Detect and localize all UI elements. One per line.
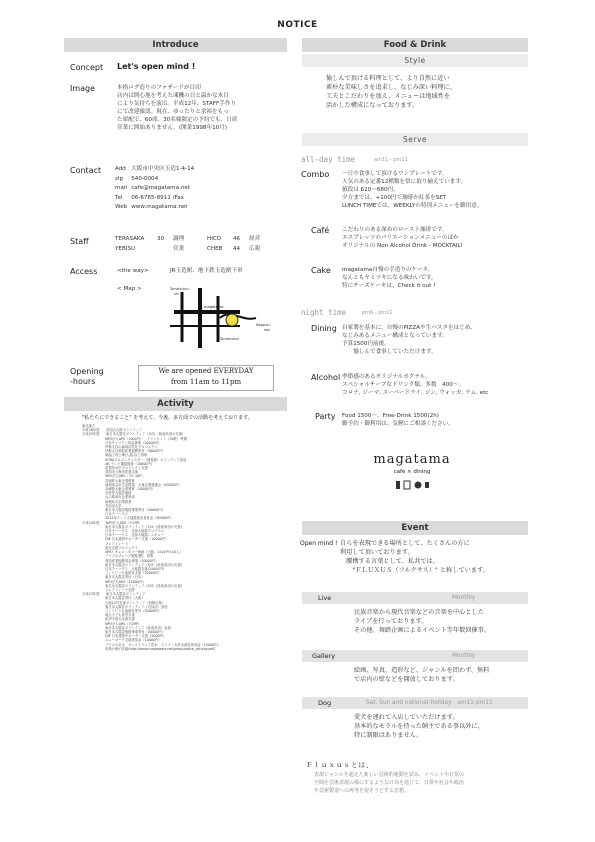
event-bar-dog bbox=[302, 697, 528, 709]
event-frequency: Monthly bbox=[452, 653, 476, 659]
event-text-dog: 愛犬を連れて入店していただけます。 基本的なモラルを持った飼主である事以外に、 特に制限はありません。 bbox=[354, 714, 484, 739]
staff-row: TERASAKA 30 調理 HICO 46 経営 bbox=[115, 236, 261, 242]
access-map bbox=[160, 282, 290, 358]
access-way: <the way> bbox=[117, 268, 149, 274]
contact-key: zip bbox=[115, 175, 124, 182]
contact-row bbox=[115, 194, 198, 204]
serve-subheader: Serve bbox=[302, 133, 528, 146]
map-sketch bbox=[160, 282, 290, 358]
contact-row bbox=[115, 165, 198, 175]
allday-hours: am11 - pm11 bbox=[374, 157, 408, 163]
contact-key: mail bbox=[115, 185, 127, 191]
event-label: Gallery bbox=[312, 652, 336, 660]
map-label-bottom: Tamatsukuri bbox=[220, 337, 240, 341]
activity-list: 東北地方 平成26年度 苗加山大図ボランティア 平成25年度 東日本大震災ボランティア（5/3）（陸前高田の支援） NPO法人APS（1000円）、ブランケット（30枚）寄贈 日本チャリティ募金事業（10000円） 伊都大社の森林活性化プロジェクト 伊都大社高原産業振興寄付（30000円） 新潟工房公庫(人猿山)上募取 SORAプロジェクトスター（国島県）ボランティア参加 AR テレビ番組後援（10000円） 産業防水伝プロジェクト支援 高知市公海洋産業支援 NPO法人ARC（7/1 10P） 宮城県大東企業教育 南相馬会計生活提業 大東企業後援会（50000円） 兵庫教大東企業教育（10000円） 石巻等大震災後援 山口県前市企業育成 南相馬市企業教育 気仙沼大学 東日本大震災後援事業寄付（50000円） 日本テーハウス 2012年インド大地震被災者募金（50000円） 平成24年度 NPO法人ARS（7/29P） 東日本大震災ボランティア（5/3）(陸前高田の支援) 日本テーハウス 北部大地震プログラム 日本テーハウス 北部大地震レスキュー DIE 日本連帯サポーター支援（10000円） フェアトレード 東北支援プロジェクト APAドキュメンタリー映画（大阪：1520円×10人） アーラルフェーブ展覧(開) 募集 高知産業振興募金事業（10000円） 東日本大震災ボランティア（5/3）(陸前高田の支援) 日本テーハウス 大地震支援(15000円) フィリピン台風被災支援（30000円） 東日本大震災寄付（日本） NPO法人ARS（15000円） 東日本大震災ボランティア（5/3）(陸前高田の支援) フェアトレード支援 平成23年度 東日本大震災ボランティア 東日本大震災寄付（大阪） 台風12号災害ボランティア（和歌山県） 東日本大震災ボランティア（気仙沼）参加 フィリピン台風被災寄付（30000円） 地元子ども食堂支援 紀伊半島大水害支援 NPO法人ARS（7/29P） 東日本大震災ボランティア（陸前高田）参加 東日本大震災後援事業寄付（50000円） DIE 日本連帯サポーター支援（5000円） ニューヨーク支援者募金（10000円） ブラジル洪水 オーストラリア洪水 スリランカ洪水被災者募金（15000円） 出典の冊子詳細(http://www.magatama.net/press/notice_activity.pdf) bbox=[82, 424, 221, 651]
menu-item-label: Combo bbox=[301, 170, 330, 179]
event-text-live: 民族音楽から現代音楽などの音楽を中心とした ライブを行っております。 その他、舞踏企画によるイベント等年数回催事。 bbox=[354, 609, 491, 634]
contact-row bbox=[115, 184, 198, 194]
image-label: Image bbox=[70, 84, 96, 93]
style-subheader: Style bbox=[302, 54, 528, 67]
fluxus-title: Ｆｌｕｘｕｓとは、 bbox=[306, 761, 374, 769]
contact-key: Add bbox=[115, 166, 126, 172]
menu-item-text: 一日中食事して頂けるワンプレートです。 人気のある定番12種類を常に取り揃えています。 値段は 620～680円。 夕方までは、+100円で珈琲か紅茶をSET LUNCH TIMEでは、WEEKLYの特別メニューを御用意。 bbox=[342, 171, 483, 209]
event-label: Live bbox=[318, 594, 332, 602]
access-label: Access bbox=[70, 267, 98, 276]
event-frequency: Sat. Sun and national-holiday am11-pm11 bbox=[366, 700, 493, 706]
activity-header: Activity bbox=[64, 397, 287, 411]
fluxus-text: 表現ジャンルを超えた新しい芸術的運動を試み、イベントや日常の 空間を芸術表現の場にするようなけ為を通じて、日常や社会や政治 や芸術製造への再考を促そうとする思想。 bbox=[314, 772, 465, 794]
menu-item-text: 自家製を基本に、自慢のPIZZAや生パスタをはじめ、 なじみあるメニュー構成となっています。 予算1500円前後。 愉しんで食事していただけます。 bbox=[342, 325, 476, 355]
night-title: night time bbox=[301, 308, 347, 317]
menu-item-label: Dining bbox=[311, 324, 337, 333]
contact-table bbox=[115, 165, 198, 213]
map-label: < Map > bbox=[117, 286, 142, 292]
contact-row bbox=[115, 175, 198, 185]
opening-line1: We are opened EVERYDAY bbox=[158, 367, 254, 375]
menu-item-text: magatama自慢の手造りのケーキ。 なんともヤミツキになる味わいです。 特にチーズケーキは、Check it out ! bbox=[342, 267, 437, 289]
contact-value: 06-6765-8911 /Fax bbox=[131, 194, 184, 201]
contact-key: Web bbox=[115, 204, 128, 210]
event-text-gallery: 絵画、写真、造形など、ジャンルを問わず、無料 で店内の壁などを開放しております。 bbox=[354, 667, 490, 683]
menu-item-text: こだわりのある深めのロースト珈琲です。 エスプレッソのバリエーションメニューのほか オリジナルの Non Alcohol Drink - MOCKTAIL! bbox=[342, 227, 463, 249]
map-label-stn: stn bbox=[174, 292, 179, 296]
concept-value: Let's open mind ! bbox=[117, 62, 196, 71]
food-drink-header: Food & Drink bbox=[302, 38, 528, 52]
open-mind-label: Open mind ! bbox=[300, 540, 338, 547]
event-bar-gallery bbox=[302, 650, 528, 662]
contact-value: 大阪市中央区玉造1-4-14 bbox=[131, 166, 195, 172]
image-text: 本格ログ造りのファザードが目印 店内は開心地を考えた凍機の日と温かな木目 により気持ちを演出。平成12年、STAFF手作り にて改建確認。現在、ゆったりと余裕をもっ た席配で、60席、30名様限定の予約でも、日席 営業に開始ありません。(開業1998年10月) bbox=[117, 85, 238, 131]
staff-table bbox=[115, 235, 264, 254]
opening-hours-box bbox=[138, 365, 274, 391]
map-label-magatama: magatama bbox=[204, 305, 224, 309]
logo-subtitle: cafe × dining bbox=[393, 469, 431, 475]
menu-item-label: Cake bbox=[311, 266, 331, 275]
menu-item-text: Food 1500～、Free-Drink 1500(2h) 御予約・御利用は、気軽にご相談ください。 bbox=[342, 413, 454, 427]
map-label-nagahori: Nagahori bbox=[256, 323, 271, 327]
menu-item-label: Café bbox=[311, 226, 330, 235]
event-bar-live bbox=[302, 592, 528, 604]
logo-symbols-icon bbox=[392, 480, 432, 490]
staff-label: Staff bbox=[70, 237, 89, 246]
concept-label: Concept bbox=[70, 63, 104, 72]
menu-item-label: Alcohol bbox=[311, 373, 341, 382]
page-title: NOTICE bbox=[277, 20, 318, 30]
map-marker-icon bbox=[226, 314, 238, 326]
introduce-header: Introduce bbox=[64, 38, 287, 52]
map-label-top: Tamatsukuri bbox=[170, 287, 190, 291]
contact-email[interactable]: cafe@magatama.net bbox=[131, 185, 191, 191]
style-text: 愉しんで頂ける料理として、より自然に近い 素朴な美味しさを追求し、なじみ深い料理に、 工夫とこだわりを加え、メニューは地域性を 活かした構成になっております。 bbox=[326, 75, 456, 109]
allday-title: all-day time bbox=[301, 155, 356, 164]
opening-line2: from 11am to 11pm bbox=[170, 378, 242, 386]
event-label: Dog bbox=[318, 699, 332, 707]
map-label-dori: dori bbox=[264, 328, 271, 332]
night-hours: pm6 - pm11 bbox=[362, 310, 393, 316]
contact-row bbox=[115, 203, 198, 213]
contact-key: Tel bbox=[115, 194, 123, 201]
logo-wordmark: magatama bbox=[373, 452, 451, 467]
activity-intro: "私たちにできること" を考えて、今後、多方面での活動を考えております。 bbox=[82, 415, 253, 421]
open-mind-text: 自らを表現できる場所として、たくさんの方に 利用して頂いております。 腰構する言葉として、私共では、 "ＦＬＵＸＵＳ（フルクサス）" と称しています。 bbox=[340, 540, 489, 574]
contact-website[interactable]: www.magatama.net bbox=[131, 204, 188, 210]
menu-item-label: Party bbox=[315, 412, 336, 421]
event-frequency: Monthly bbox=[452, 595, 476, 601]
menu-item-text: 季節感のあるオリジナルカクテル。 スペシャルチープなドリンク類、多数 400～。 コロナ, ジーマ, スーパードライ, ジン, ウォッカ, ラム, etc bbox=[342, 374, 489, 396]
contact-label: Contact bbox=[70, 166, 102, 175]
event-header: Event bbox=[302, 521, 528, 535]
magatama-logo bbox=[362, 452, 462, 512]
opening-label: Opening -hours bbox=[70, 367, 104, 386]
staff-row: YEBISU 営業 CHEB 44 広報 bbox=[115, 245, 261, 252]
contact-value: 540-0004 bbox=[131, 175, 159, 182]
access-text: JR玉造駅、地下鉄玉造駅下車 bbox=[170, 268, 243, 274]
